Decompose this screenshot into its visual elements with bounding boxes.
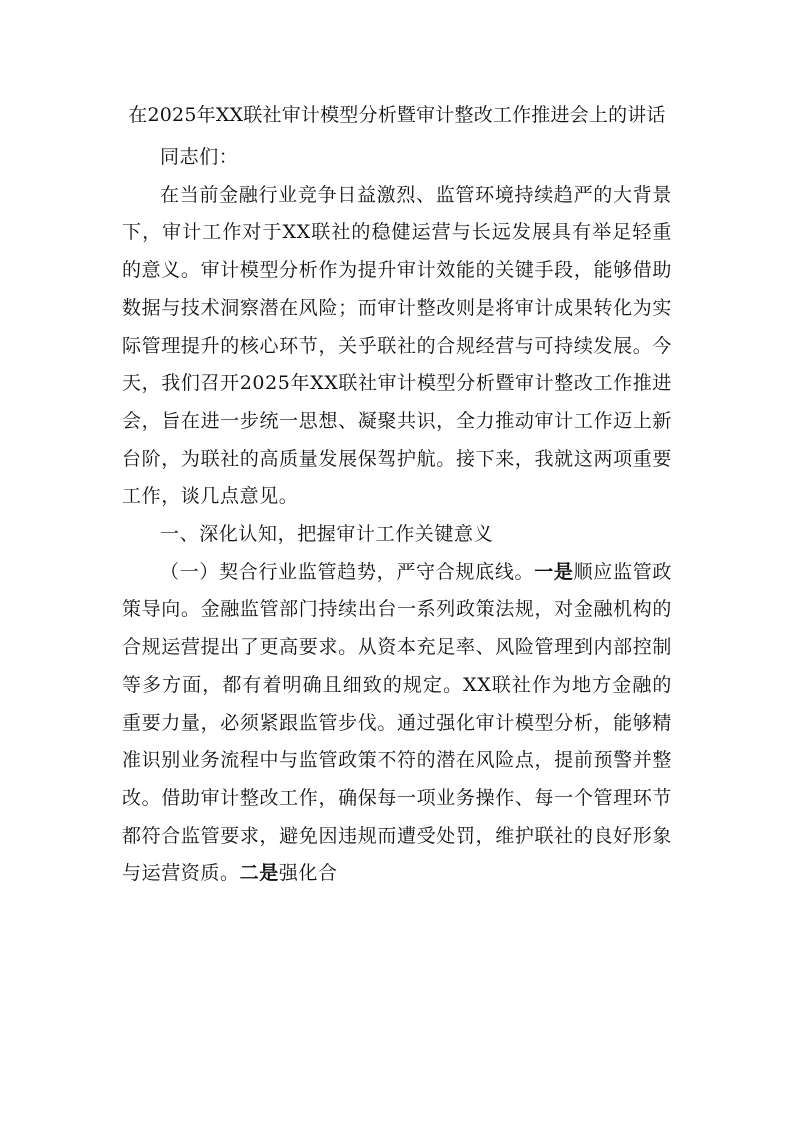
- document-page: [122, 92, 672, 893]
- intro-paragraph: 在当前金融行业竞争日益激烈、监管环境持续趋严的大背景下，审计工作对于XX联社的稳健运营与长远发展具有举足轻重的意义。审计模型分析作为提升审计效能的关键手段，能够借助数据与技术洞察潜在风险；而审计整改则是将审计成果转化为实际管理提升的核心环节，关乎联社的合规经营与可持续发展。今天，我们召开2025年XX联社审计模型分析暨审计整改工作推进会，旨在进一步统一思想、凝聚共识，全力推动审计工作迈上新台阶，为联社的高质量发展保驾护航。接下来，我就这两项重要工作，谈几点意见。: [122, 183, 672, 508]
- section-heading-1: 一、深化认知，把握审计工作关键意义: [160, 523, 494, 546]
- point-text-2: 强化合: [278, 862, 338, 885]
- document-title: 在2025年XX联社审计模型分析暨审计整改工作推进会上的讲话: [128, 104, 666, 126]
- body-paragraph-1: [122, 554, 672, 893]
- greeting: 同志们：: [160, 146, 239, 168]
- subsection-heading-1: （一）契合行业监管趋势，严守合规底线。: [160, 560, 535, 583]
- point-label-1: 一是: [534, 560, 574, 583]
- point-label-2: 二是: [239, 862, 279, 885]
- point-text-1: 顺应监管政策导向。金融监管部门持续出台一系列政策法规，对金融机构的合规运营提出了更高要求。从资本充足率、风险管理到内部控制等多方面，都有着明确且细致的规定。XX联社作为地方金融的重要力量，必须紧跟监管步伐。通过强化审计模型分析，能够精准识别业务流程中与监管政策不符的潜在风险点，提前预警并整改。借助审计整改工作，确保每一项业务操作、每一个管理环节都符合监管要求，避免因违规而遭受处罚，维护联社的良好形象与运营资质。: [122, 560, 672, 885]
